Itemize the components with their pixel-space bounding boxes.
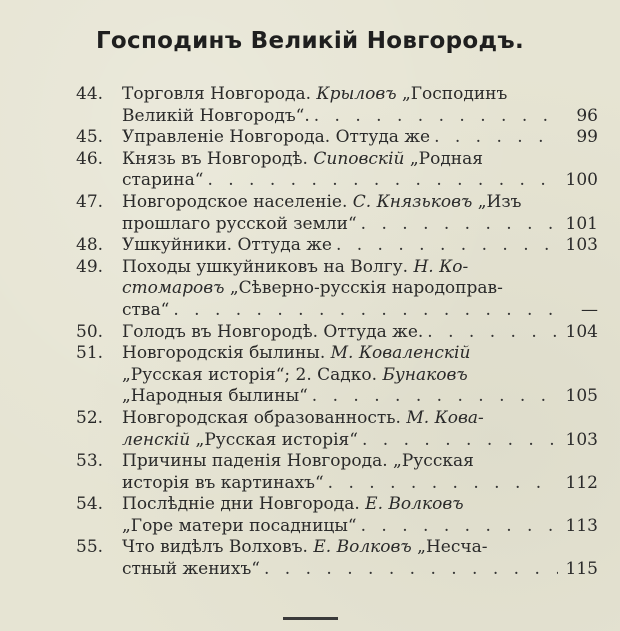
entry-title-end: исторія въ картинахъ“ [122,472,324,493]
entry-title: „Сѣверно-русскія народоправ- [224,278,503,299]
entry-author: Е. Волковъ [365,494,464,515]
entry-title: Походы ушкуйниковъ на Волгу. [122,256,414,277]
entry-number: 53. [76,451,104,472]
entry-title-end: стный женихъ“ [122,559,260,580]
entry-author: М. Коваленскій [330,343,471,364]
entry-title: Новгородское населеніе. [122,191,353,212]
page-number: 105 [565,386,598,407]
entry-line [122,278,598,300]
entry-title-tail: „Родная [404,148,483,169]
entry-title-end [122,430,358,452]
dot-leader [336,235,558,257]
dot-leader [314,106,558,128]
toc-entry [76,149,598,192]
entry-title-end: „Горе матери посадницы“ [122,515,357,536]
page-number: 104 [565,321,598,342]
entry-author: ленскій [122,429,191,450]
entry-body [122,149,598,192]
toc-entry [76,257,598,322]
entry-number: 49. [76,256,104,277]
entry-last-line [122,300,598,322]
entry-line [122,257,598,279]
entry-author: Сиповскій [313,148,405,169]
toc-entry [76,235,598,257]
page-number: 113 [565,515,598,536]
entry-title: Управленіе Новгорода. Оттуда же [122,127,431,148]
entry-last-line [122,235,598,257]
section-divider [283,617,338,620]
entry-title-tail: „Господинъ [396,84,508,104]
entry-number: 46. [76,148,104,169]
entry-body [122,127,598,149]
entry-author: Е. Волковъ [313,537,412,558]
entry-body [122,84,598,127]
toc-entry [76,322,598,344]
toc-entry [76,127,598,149]
entry-line [122,408,598,430]
entry-body [122,235,598,257]
entry-line [122,149,598,171]
entry-last-line [122,170,598,192]
entry-number: 45. [76,127,104,148]
entry-last-line [122,106,598,128]
entry-number: 51. [76,343,104,364]
toc-entry [76,343,598,408]
page-number: 96 [576,105,598,126]
entry-title-end: старина“ [122,170,204,191]
dot-leader [427,322,558,344]
entry-author: Крыловъ [316,84,397,104]
dot-leader [434,127,558,149]
entry-last-line [122,430,598,452]
entry-title: Голодъ въ Новгородѣ. Оттуда же. [122,321,424,342]
entry-line [122,192,598,214]
page-number: 103 [565,235,598,256]
toc-entry [76,408,598,451]
dot-leader [362,430,558,452]
entry-body [122,408,598,451]
entry-body [122,192,598,235]
entry-title-end-text: „Русская исторія“ [190,429,358,450]
entry-title: Ушкуйники. Оттуда же [122,235,332,256]
entry-number: 50. [76,321,104,342]
entry-number: 54. [76,494,104,515]
toc-entry [76,494,598,537]
page-number: 115 [565,559,598,580]
entry-title-tail: „Изъ [472,191,522,212]
entry-title: Князь въ Новгородѣ. [122,148,314,169]
table-of-contents [76,84,598,581]
entry-author: С. Князьковъ [352,191,473,212]
entry-title-end: прошлаго русской земли“ [122,213,357,234]
page-number: 100 [565,170,598,191]
entry-body [122,537,598,580]
dot-leader [207,170,558,192]
page-number: 112 [565,472,598,493]
entry-title-tail: „Несча- [411,537,488,558]
entry-title-end: Великій Новгородъ“. [122,105,310,126]
entry-title: Торговля Новгорода. [122,84,317,104]
entry-title-end: ства“ [122,299,170,320]
dot-leader [361,214,558,236]
entry-last-line [122,127,598,149]
entry-line [122,343,598,365]
entry-last-line [122,473,598,495]
entry-line [122,84,598,106]
entry-number: 48. [76,235,104,256]
entry-title: Что видѣлъ Волховъ. [122,537,314,558]
page-number: 99 [576,127,598,148]
page-number: 101 [565,213,598,234]
entry-author: М. Кова- [406,407,484,428]
entry-body [122,343,598,408]
toc-entry [76,537,598,580]
entry-body [122,322,598,344]
entry-number: 52. [76,407,104,428]
entry-line [122,537,598,559]
entry-last-line [122,322,598,344]
page-number: 103 [565,429,598,450]
toc-entry [76,192,598,235]
entry-title: Причины паденія Новгорода. „Русская [122,451,474,472]
entry-number: 47. [76,191,104,212]
dot-leader [361,516,558,538]
dot-leader [312,386,558,408]
entry-line [122,451,598,473]
entry-number: 44. [76,84,104,104]
dot-leader [264,559,558,581]
entry-last-line [122,559,598,581]
toc-entry [76,451,598,494]
page-title: Господинъ Великій Новгородъ. [95,28,525,54]
entry-line [122,365,598,387]
entry-author: Н. Ко- [413,256,469,277]
toc-entry [76,84,598,127]
entry-author: стомаровъ [122,278,225,299]
entry-title: „Русская исторія“; 2. Садко. [122,364,383,385]
entry-number: 55. [76,537,104,558]
entry-author: Бунаковъ [382,364,468,385]
entry-last-line [122,516,598,538]
entry-title-end: „Народныя былины“ [122,386,308,407]
entry-body [122,451,598,494]
entry-title: Послѣдніе дни Новгорода. [122,494,366,515]
entry-body [122,257,598,322]
page-number: — [581,299,598,320]
dot-leader [328,473,558,495]
entry-title: Новгородская образованность. [122,407,407,428]
dot-leader [173,300,558,322]
entry-last-line [122,386,598,408]
entry-title: Новгородскія былины. [122,343,331,364]
entry-last-line [122,214,598,236]
entry-body [122,494,598,537]
entry-line [122,494,598,516]
